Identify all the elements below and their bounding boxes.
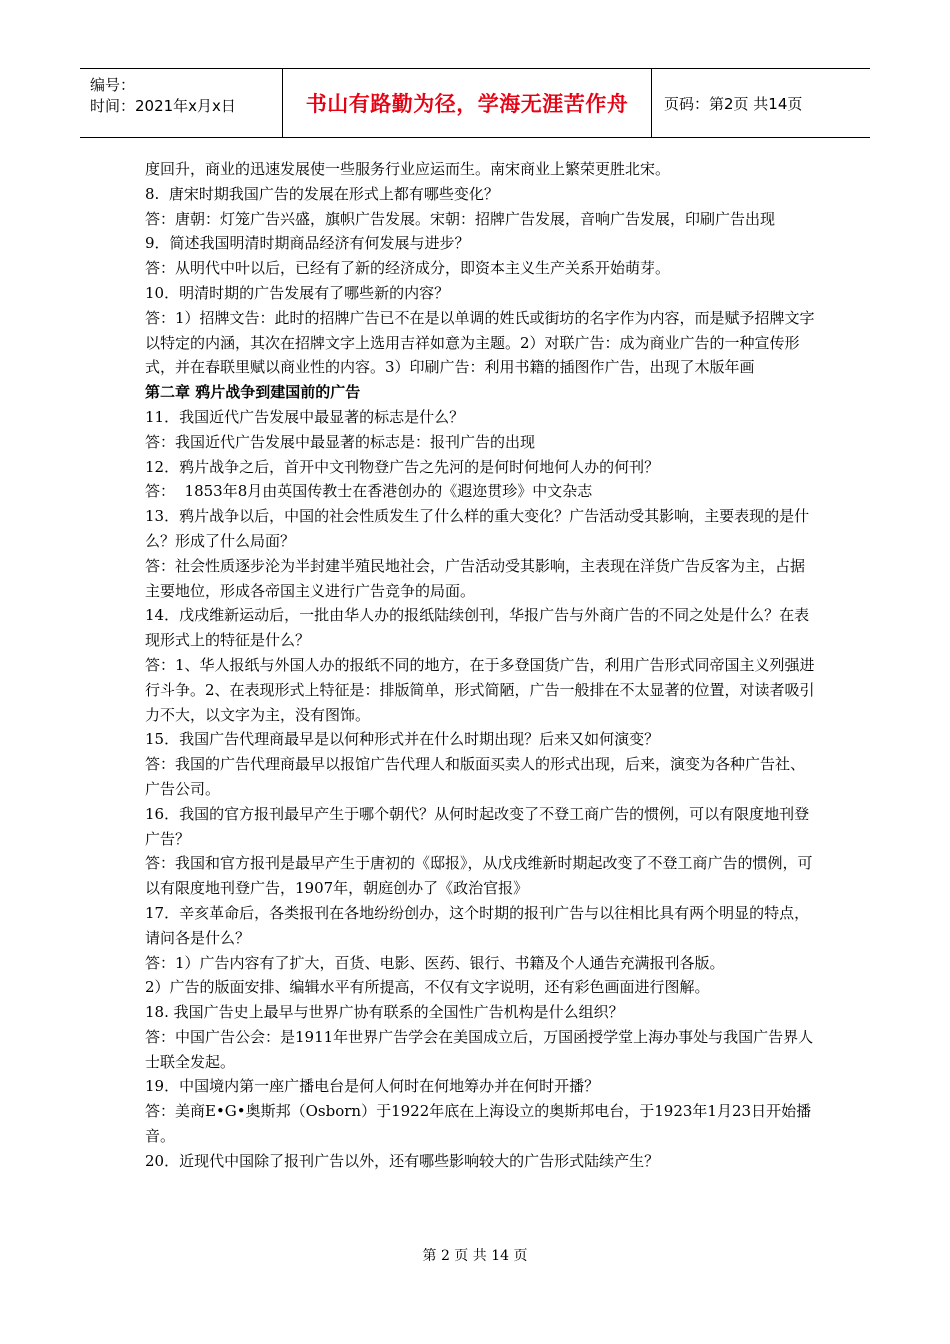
body-paragraph: 18. 我国广告史上最早与世界广协有联系的全国性广告机构是什么组织？ [145, 1003, 624, 1022]
body-paragraph: 答：社会性质逐步沦为半封建半殖民地社会，广告活动受其影响，主表现在洋货广告反客为主，占据主要地位，形成各帝国主义进行广告竞争的局面。 [145, 556, 806, 600]
body-paragraph: 答：唐朝：灯笼广告兴盛，旗帜广告发展。宋朝：招牌广告发展，音响广告发展，印刷广告出现 [145, 209, 776, 228]
body-paragraph: 答：我国和官方报刊是最早产生于唐初的《邸报》，从戊戌维新时期起改变了不登工商广告的惯例，可以有限度地刊登广告，1907年，朝庭创办了《政治官报》 [145, 854, 813, 898]
body-paragraph: 答：美商E•G•奥斯邦（Osborn）于1922年底在上海设立的奥斯邦电台，于1923年1月23日开始播音。 [145, 1102, 812, 1146]
body-paragraph: 14．戊戌维新运动后，一批由华人办的报纸陆续创刊，华报广告与外商广告的不同之处是什么？在表现形式上的特征是什么？ [145, 606, 810, 650]
body-paragraph: 8. 唐宋时期我国广告的发展在形式上都有哪些变化？ [145, 184, 499, 203]
header-meta [80, 69, 282, 137]
body-paragraph: 17．辛亥革命后，各类报刊在各地纷纷创办，这个时期的报刊广告与以往相比具有两个明显的特点，请问各是什么？ [145, 903, 810, 947]
page-header [80, 68, 870, 138]
body-paragraph: 答：1、华人报纸与外国人办的报纸不同的地方，在于多登国货广告，利用广告形式同帝国主义列强进行斗争。2、在表现形式上特征是：排版简单，形式简陋，广告一般排在不太显著的位置，对读者吸引力不大，以文字为主，没有图饰。 [145, 655, 815, 724]
body-paragraph: 11．我国近代广告发展中最显著的标志是什么？ [145, 407, 465, 426]
body-paragraph: 答：我国的广告代理商最早以报馆广告代理人和版面买卖人的形式出现，后来，演变为各种广告社、广告公司。 [145, 755, 806, 798]
document-time-label: 时间：2021年x月x日 [90, 97, 236, 115]
body-paragraph: 9．简述我国明清时期商品经济有何发展与进步？ [145, 234, 470, 253]
body-paragraph: 答：1）广告内容有了扩大，百货、电影、医药、银行、书籍及个人通告充满报刊各版。 [145, 953, 725, 972]
chapter-heading: 第二章 鸦片战争到建国前的广告 [145, 383, 361, 402]
body-paragraph: 20．近现代中国除了报刊广告以外，还有哪些影响较大的广告形式陆续产生？ [145, 1151, 660, 1170]
body-paragraph: 答：1）招牌文告：此时的招牌广告已不在是以单调的姓氏或街坊的名字作为内容，而是赋予招牌文字以特定的内涵，其次在招牌文字上选用吉祥如意为主题。2）对联广告：成为商业广告的一种宣传形式，并在春联里赋以商业性的内容。3）印刷广告：利用书籍的插图作广告，出现了木版年画 [145, 308, 815, 377]
body-paragraph: 15．我国广告代理商最早是以何种形式并在什么时期出现？后来又如何演变？ [145, 730, 660, 749]
body-paragraph: 答： 1853年8月由英国传教士在香港创办的《遐迩贯珍》中文杂志 [145, 482, 593, 501]
page-footer: 第 2 页 共 14 页 [422, 1248, 528, 1264]
document-number-label: 编号： [90, 76, 136, 94]
body-paragraph: 10．明清时期的广告发展有了哪些新的内容？ [145, 283, 450, 302]
header-slogan: 书山有路勤为径，学海无涯苦作舟 [282, 69, 652, 137]
body-paragraph: 13．鸦片战争以后，中国的社会性质发生了什么样的重大变化？广告活动受其影响，主要表现的是什么？形成了什么局面？ [145, 507, 810, 550]
body-paragraph: 度回升，商业的迅速发展使一些服务行业应运而生。南宋商业上繁荣更胜北宋。 [145, 160, 671, 178]
body-paragraph: 答：中国广告公会：是1911年世界广告学会在美国成立后，万国函授学堂上海办事处与我国广告界人士联全发起。 [145, 1027, 814, 1071]
header-page-info: 页码：第2页 共14页 [664, 94, 803, 113]
body-paragraph: 答：从明代中叶以后，已经有了新的经济成分，即资本主义生产关系开始萌芽。 [145, 259, 671, 278]
body-paragraph: 2）广告的版面安排、编辑水平有所提高，不仅有文字说明，还有彩色画面进行图解。 [145, 978, 710, 997]
body-paragraph: 答：我国近代广告发展中最显著的标志是：报刊广告的出现 [145, 432, 536, 451]
body-paragraph: 19．中国境内第一座广播电台是何人何时在何地筹办并在何时开播？ [145, 1077, 600, 1096]
body-paragraph: 12．鸦片战争之后，首开中文刊物登广告之先河的是何时何地何人办的何刊？ [145, 457, 660, 476]
body-paragraph: 16．我国的官方报刊最早产生于哪个朝代？从何时起改变了不登工商广告的惯例，可以有限度地刊登广告？ [145, 804, 810, 848]
document-body [145, 157, 815, 1174]
